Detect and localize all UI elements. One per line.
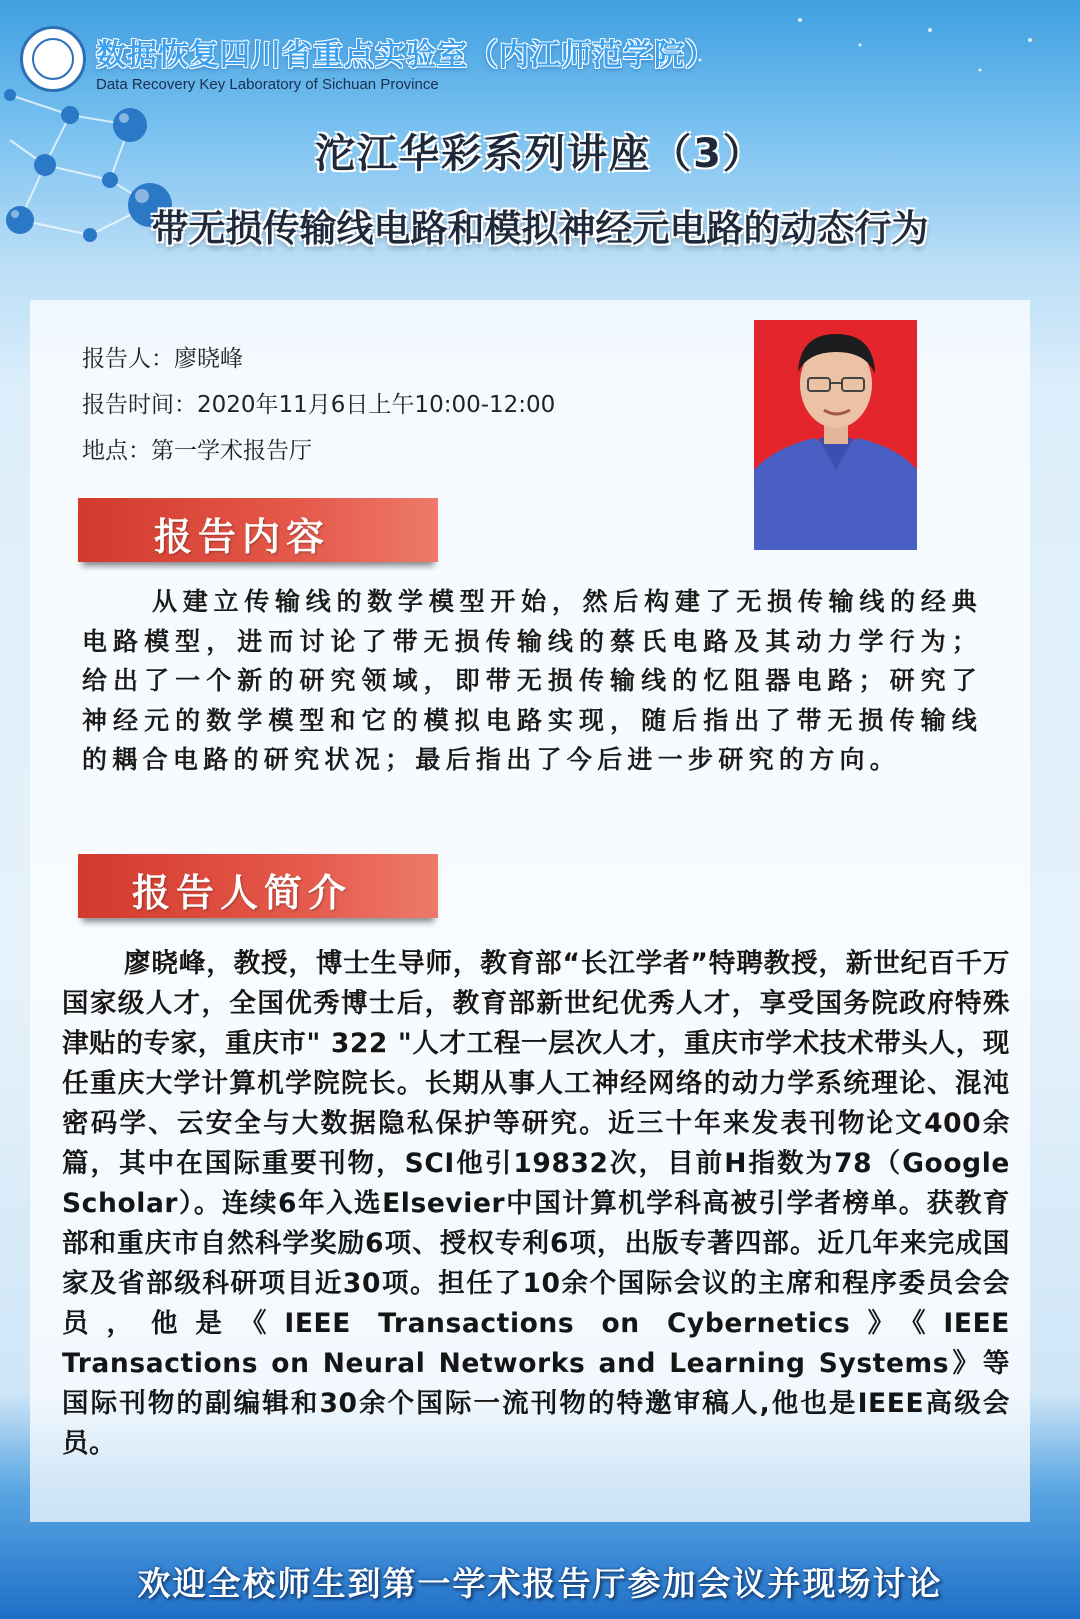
venue-line: 地点：第一学术报告厅 xyxy=(82,438,312,464)
speaker-line: 报告人：廖晓峰 xyxy=(82,346,243,372)
lecture-series: 沱江华彩系列讲座（3） xyxy=(315,131,765,177)
university-logo xyxy=(20,26,86,92)
bio-heading-bar xyxy=(78,854,438,918)
abstract-heading: 报告内容 xyxy=(154,515,331,559)
abstract-text: 从建立传输线的数学模型开始，然后构建了无损传输线的经典电路模型，进而讨论了带无损传输线的蔡氏电路及其动力学行为；给出了一个新的研究领域，即带无损传输线的忆阻器电路；研究了神经元的数学模型和它的模拟电路实现，随后指出了带无损传输线的耦合电路的研究状况；最后指出了今后进一步研究的方向。 xyxy=(82,587,982,774)
bio-text: 廖晓峰，教授，博士生导师，教育部“长江学者”特聘教授，新世纪百千万国家级人才，全国优秀博士后，教育部新世纪优秀人才，享受国务院政府特殊津贴的专家，重庆市" 322 "人才工程一层次人才，重庆市学术技术带头人，现任重庆大学计算机学院院长。长期从事人工神经网络的动力学系统理论、混沌密码学、云安全与大数据隐私保护等研究。近三十年来发表刊物论文400余篇，其中在国际重要刊物，SCI他引19832次，目前H指数为78（Google Scholar）。连续6年入选Elsevier中国计算机学科高被引学者榜单。获教育部和重庆市自然科学奖励6项、授权专利6项，出版专著四部。近几年来完成国家及省部级科研项目近30项。担任了10余个国际会议的主席和程序委员会会员，他是《IEEE Transactions on Cybernetics》《IEEE Transactions on Neural Networks and Learning Systems》等国际刊物的副编辑和30余个国际一流刊物的特邀审稿人,他也是IEEE高级会员。 xyxy=(62,948,1010,1459)
time-line: 报告时间：2020年11月6日上午10:00-12:00 xyxy=(82,392,556,418)
logo-emblem-icon xyxy=(32,38,74,80)
lecture-title: 带无损传输线电路和模拟神经元电路的动态行为 xyxy=(151,207,929,250)
lab-name-en: Data Recovery Key Laboratory of Sichuan Province xyxy=(96,76,439,93)
footer-invitation: 欢迎全校师生到第一学术报告厅参加会议并现场讨论 xyxy=(137,1564,943,1603)
speaker-portrait-icon xyxy=(754,320,917,550)
abstract-heading-bar xyxy=(78,498,438,562)
bio-heading: 报告人简介 xyxy=(132,871,353,915)
speaker-photo xyxy=(754,320,917,550)
lab-name-cn: 数据恢复四川省重点实验室（内江师范学院） xyxy=(96,38,716,73)
